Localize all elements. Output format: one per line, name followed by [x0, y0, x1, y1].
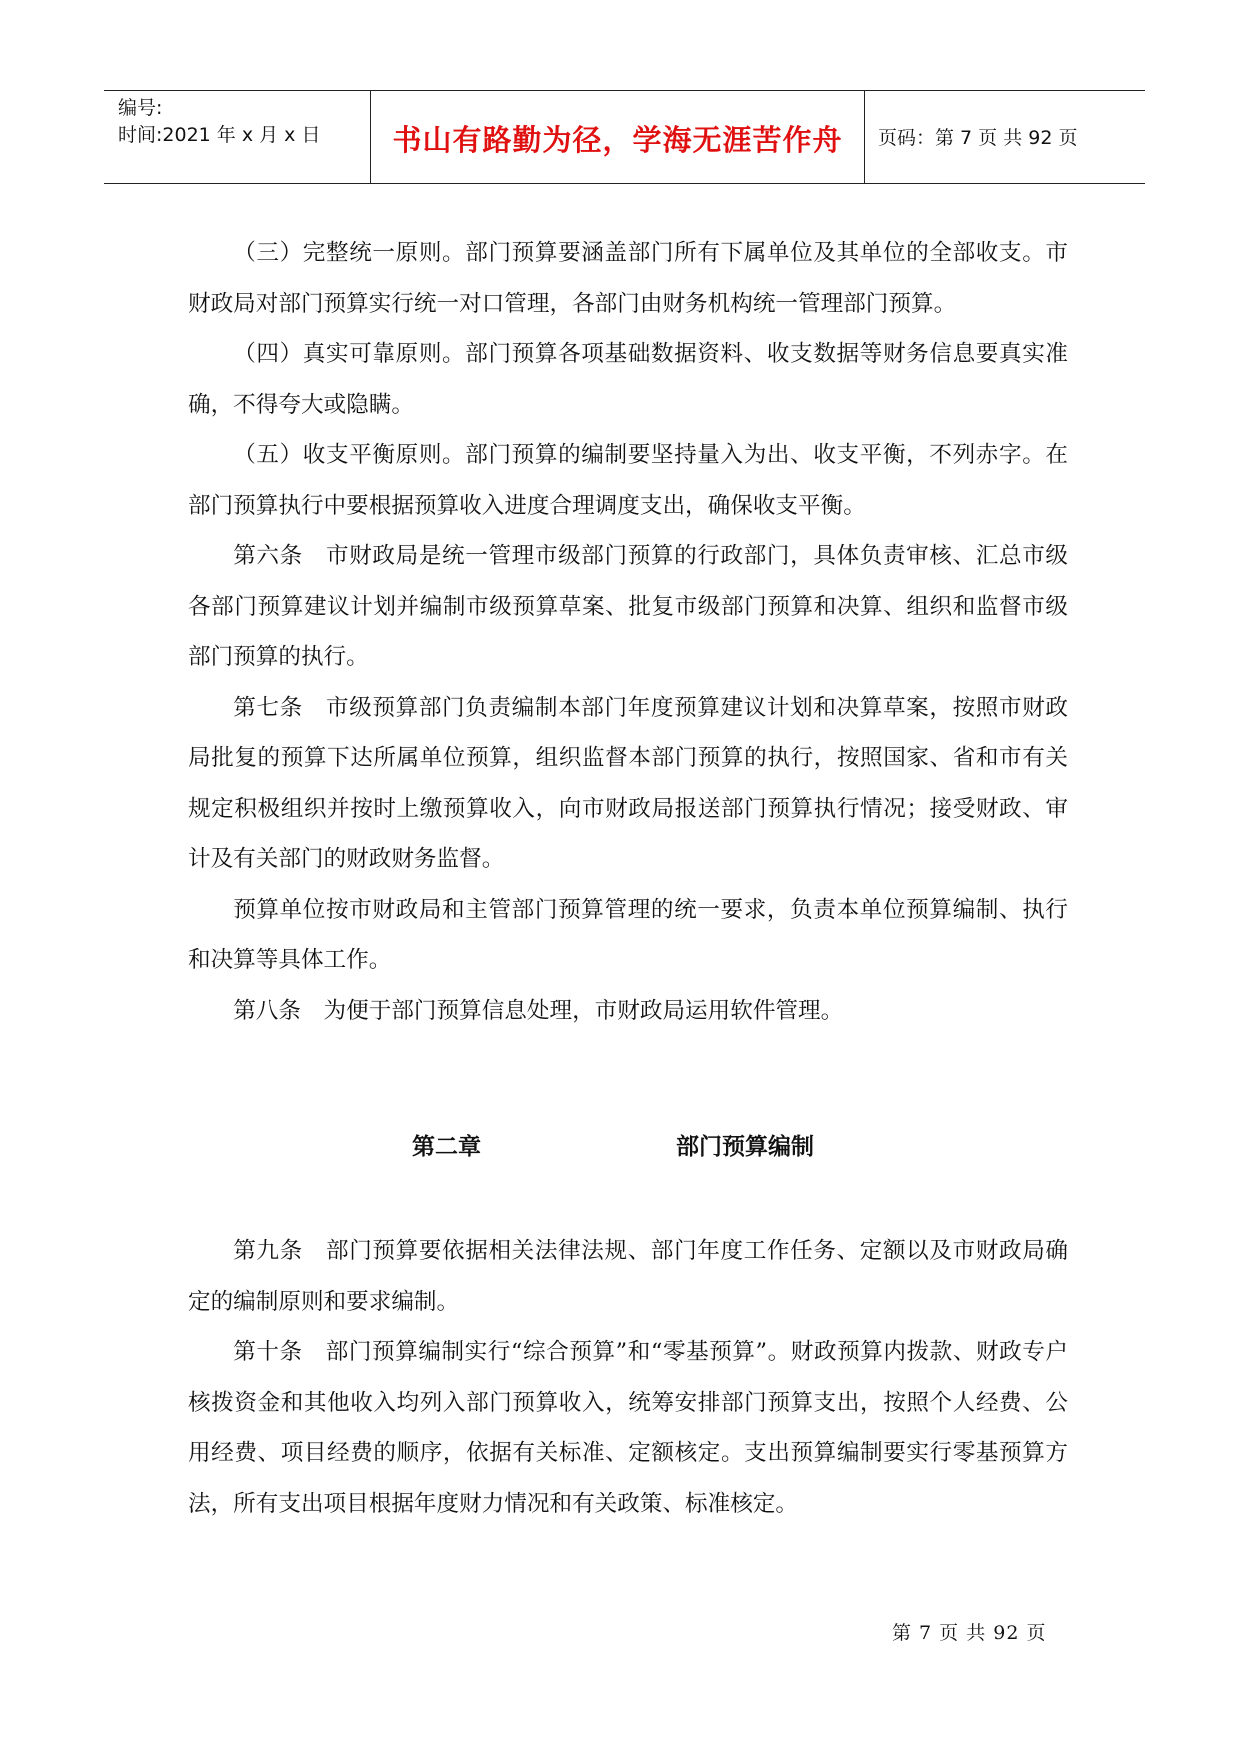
paragraph: 第七条 市级预算部门负责编制本部门年度预算建议计划和决算草案，按照市财政局批复的预算下达所属单位预算，组织监督本部门预算的执行，按照国家、省和市有关规定积极组织并按时上缴预算收入，向市财政局报送部门预算执行情况；接受财政、审计及有关部门的财政财务监督。: [188, 694, 1068, 872]
paragraph: 第八条 为便于部门预算信息处理，市财政局运用软件管理。: [233, 997, 844, 1024]
header-page-cell: [864, 91, 1145, 183]
page-header: [104, 90, 1145, 184]
body-text-top: [188, 228, 1068, 1036]
paragraph: 预算单位按市财政局和主管部门预算管理的统一要求，负责本单位预算编制、执行和决算等具体工作。: [188, 896, 1068, 973]
page-footer: 第 7 页 共 92 页: [892, 1622, 1047, 1644]
document-number-label: 编号:: [118, 97, 163, 119]
header-motto: 书山有路勤为径，学海无涯苦作舟: [392, 123, 843, 157]
paragraph: （三）完整统一原则。部门预算要涵盖部门所有下属单位及其单位的全部收支。市财政局对部门预算实行统一对口管理，各部门由财务机构统一管理部门预算。: [188, 240, 1068, 317]
document-time-label: 时间:2021 年 x 月 x 日: [118, 124, 321, 146]
header-motto-cell: [370, 91, 865, 183]
paragraph: 第十条 部门预算编制实行“综合预算”和“零基预算”。财政预算内拨款、财政专户核拨资金和其他收入均列入部门预算收入，统筹安排部门预算支出，按照个人经费、公用经费、项目经费的顺序，依据有关标准、定额核定。支出预算编制要实行零基预算方法，所有支出项目根据年度财力情况和有关政策、标准核定。: [188, 1339, 1068, 1517]
chapter-title: 部门预算编制: [676, 1134, 814, 1160]
header-meta: [104, 91, 370, 183]
paragraph: 第六条 市财政局是统一管理市级部门预算的行政部门，具体负责审核、汇总市级各部门预算建议计划并编制市级预算草案、批复市级部门预算和决算、组织和监督市级部门预算的执行。: [188, 543, 1068, 670]
paragraph: （四）真实可靠原则。部门预算各项基础数据资料、收支数据等财务信息要真实准确，不得夸大或隐瞒。: [188, 341, 1068, 418]
body-text-bottom: [188, 1226, 1068, 1529]
paragraph: 第九条 部门预算要依据相关法律法规、部门年度工作任务、定额以及市财政局确定的编制原则和要求编制。: [188, 1238, 1068, 1315]
paragraph: （五）收支平衡原则。部门预算的编制要坚持量入为出、收支平衡，不列赤字。在部门预算执行中要根据预算收入进度合理调度支出，确保收支平衡。: [188, 442, 1068, 519]
chapter-number: 第二章: [412, 1134, 481, 1160]
header-page-label: 页码：第 7 页 共 92 页: [878, 127, 1078, 149]
